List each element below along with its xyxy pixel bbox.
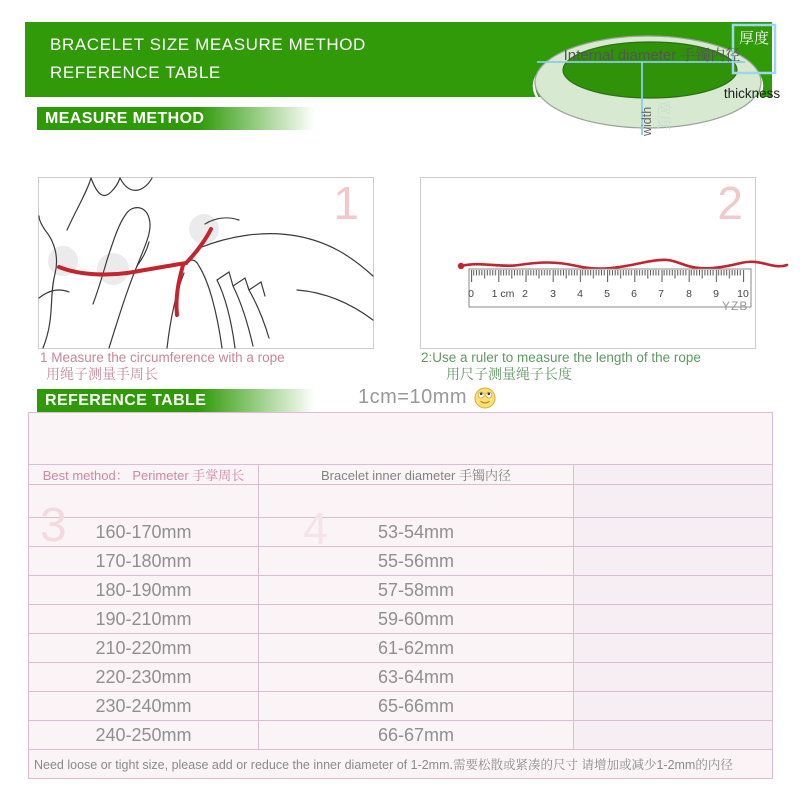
step1-caption-cn: 用绳子测量手周长 — [46, 366, 158, 382]
step1-number: 1 — [333, 177, 359, 229]
hand-rope-illustration — [39, 178, 373, 348]
empty-cell — [574, 721, 773, 750]
step1-caption-en: 1 Measure the circumference with a rope — [40, 350, 285, 365]
conversion-note — [358, 386, 496, 409]
smiley-emoji-icon — [474, 387, 496, 409]
empty-cell — [574, 576, 773, 605]
step1-caption — [40, 350, 285, 382]
width-en-label: width — [640, 106, 654, 136]
empty-cell — [574, 485, 773, 518]
perimeter-cell: 160-170mm — [29, 518, 259, 547]
diameter-header: Bracelet inner diameter 手镯内径 — [259, 465, 574, 485]
bangle-diagram — [520, 12, 792, 140]
perimeter-cell: 190-210mm — [29, 605, 259, 634]
ruler-brand-label: YZB — [722, 299, 749, 313]
diameter-cell: 57-58mm — [259, 576, 574, 605]
conversion-text: 1cm=10mm — [358, 386, 468, 408]
empty-cell — [259, 485, 574, 518]
page-subtitle: REFERENCE TABLE — [50, 63, 221, 82]
thickness-en-label: thickness — [723, 86, 781, 101]
step2-caption-cn: 用尺子测量绳子长度 — [446, 366, 572, 382]
empty-cell — [29, 485, 259, 518]
ruler-tick-label: 7 — [658, 288, 664, 300]
blur-dot — [97, 253, 129, 285]
diameter-cell: 63-64mm — [259, 663, 574, 692]
empty-cell — [574, 634, 773, 663]
perimeter-cell: 240-250mm — [29, 721, 259, 750]
watermark-number-4: 4 — [303, 503, 329, 554]
diameter-cell: 59-60mm — [259, 605, 574, 634]
empty-cell — [574, 692, 773, 721]
table-footnote: Need loose or tight size, please add or reduce the inner diameter of 1-2mm.需要松散或紧凑的尺寸 请增加或减少1-2mm的内径 — [29, 750, 773, 779]
section-bar-reference-table: REFERENCE TABLE — [37, 389, 315, 412]
perimeter-header: Best method： Perimeter 手掌周长 — [29, 465, 259, 485]
ruler-tick-label: 8 — [686, 288, 692, 300]
diameter-cell: 55-56mm — [259, 547, 574, 576]
step2-panel — [420, 177, 756, 349]
watermark-number-3: 3 — [40, 499, 67, 552]
size-reference-table — [28, 412, 773, 779]
diameter-cell: 53-54mm — [259, 518, 574, 547]
ruler-tick-label: 5 — [604, 288, 610, 300]
diameter-cell: 66-67mm — [259, 721, 574, 750]
perimeter-cell: 210-220mm — [29, 634, 259, 663]
empty-cell — [574, 663, 773, 692]
measuring-rope — [458, 260, 787, 269]
ruler-tick-label: 3 — [550, 288, 556, 300]
internal-diameter-label: Internal diameter 手镯内径 — [563, 47, 741, 64]
width-cn-label: 宽度 — [655, 100, 672, 131]
empty-cell — [574, 518, 773, 547]
ruler-tick-label: 0 — [468, 288, 474, 300]
perimeter-cell: 220-230mm — [29, 663, 259, 692]
ruler-tick-label: 10 — [737, 288, 749, 300]
hand-line-art — [39, 178, 373, 348]
perimeter-cell: 230-240mm — [29, 692, 259, 721]
ruler-tick-label: 6 — [631, 288, 637, 300]
thickness-cn-label: 厚度 — [738, 30, 770, 47]
table-top-spacer — [29, 413, 773, 465]
step2-caption-en: 2:Use a ruler to measure the length of the rope — [421, 350, 701, 365]
step2-caption — [421, 350, 701, 382]
ruler-tick-label: 9 — [713, 288, 719, 300]
ruler-tick-label: 2 — [522, 288, 528, 300]
page-title: BRACELET SIZE MEASURE METHOD — [50, 35, 366, 54]
empty-header-cell — [574, 465, 773, 485]
rope-on-hand — [59, 229, 211, 315]
diameter-cell: 61-62mm — [259, 634, 574, 663]
empty-cell — [574, 605, 773, 634]
ruler-tick-label: 1 cm — [491, 288, 515, 300]
empty-cell — [574, 547, 773, 576]
ruler-tick-label: 4 — [577, 288, 583, 300]
perimeter-cell: 180-190mm — [29, 576, 259, 605]
section-bar-measure-method: MEASURE METHOD — [37, 107, 315, 130]
diameter-cell: 65-66mm — [259, 692, 574, 721]
step2-number: 2 — [717, 177, 743, 229]
perimeter-cell: 170-180mm — [29, 547, 259, 576]
step1-panel — [38, 177, 374, 349]
